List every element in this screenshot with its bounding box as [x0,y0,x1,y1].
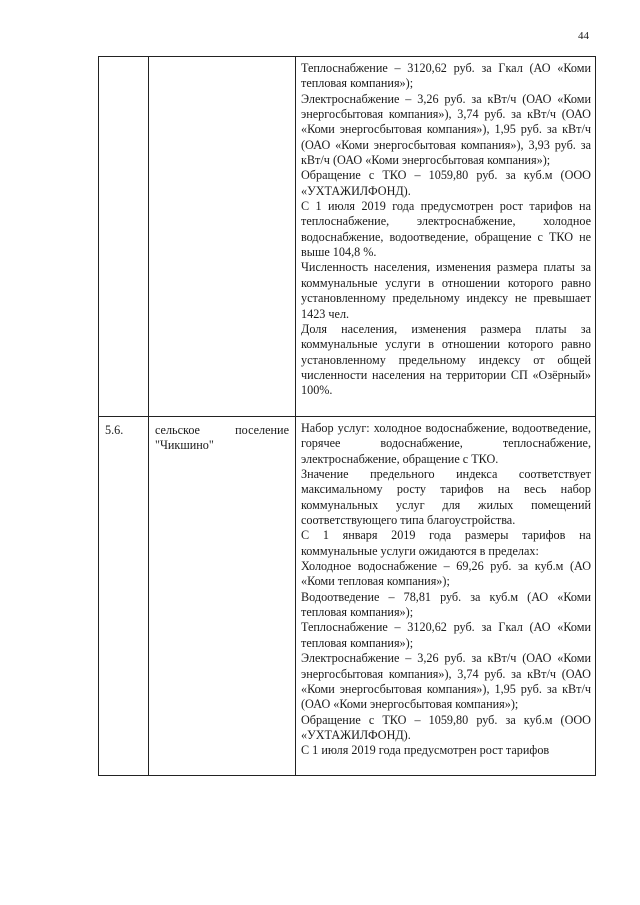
paragraph: Численность населения, изменения размера платы за коммунальные услуги в отношении которого равно установленному предельному индексу не превышает 1423 чел. [301,260,591,321]
paragraph: Доля населения, изменения размера платы за коммунальные услуги в отношении которого равно установленному предельному индексу от общей численности населения на территории СП «Озёрный» 100%. [301,321,591,398]
paragraph: Водоотведение – 78,81 руб. за куб.м (АО «Коми тепловая компания»); [301,589,591,620]
paragraph: Электроснабжение – 3,26 руб. за кВт/ч (ОАО «Коми энергосбытовая компания»), 3,74 руб. за кВт/ч (ОАО «Коми энергосбытовая компания»), 1,95 руб. за кВт/ч (ОАО «Коми энергосбытовая компания»); [301,651,591,712]
settlement-name-cell [155,423,289,454]
paragraph: С 1 июля 2019 года предусмотрен рост тарифов на теплоснабжение, электроснабжение, холодное водоснабжение, водоотведение, обращение с ТКО не выше 104,8 %. [301,199,591,260]
paragraph: Значение предельного индекса соответствует максимальному росту тарифов на весь набор коммунальных услуг для жилых помещений соответствующего типа благоустройства. [301,467,591,528]
paragraph: Теплоснабжение – 3120,62 руб. за Гкал (АО «Коми тепловая компания»); [301,620,591,650]
page-number: 44 [578,30,589,42]
continuation-cell-text [301,61,591,399]
paragraph: С 1 июля 2019 года предусмотрен рост тарифов [301,743,550,758]
row-divider [99,416,595,417]
paragraph: Холодное водоснабжение – 69,26 руб. за куб.м (АО «Коми тепловая компания»); [301,559,591,589]
paragraph: Набор услуг: холодное водоснабжение, водоотведение, горячее водоснабжение, теплоснабжение, электроснабжение, обращение с ТКО. [301,421,591,466]
services-cell-text [301,421,591,759]
settlement-type-word: поселение [235,423,289,437]
paragraph: Обращение с ТКО – 1059,80 руб. за куб.м (ООО «УХТАЖИЛФОНД). [301,712,591,742]
paragraph: Обращение с ТКО – 1059,80 руб. за куб.м (ООО «УХТАЖИЛФОНД). [301,168,591,198]
paragraph: С 1 января 2019 года размеры тарифов на коммунальные услуги ожидаются в пределах: [301,528,591,558]
paragraph: Теплоснабжение – 3120,62 руб. за Гкал (АО «Коми тепловая компания»); [301,61,591,91]
settlement-name: "Чикшино" [155,438,214,453]
paragraph: Электроснабжение – 3,26 руб. за кВт/ч (ОАО «Коми энергосбытовая компания»), 3,74 руб. за кВт/ч (ОАО «Коми энергосбытовая компания»), 1,95 руб. за кВт/ч (ОАО «Коми энергосбытовая компания»), 3,93 руб. за кВт/ч (ОАО «Коми энергосбытовая компания»); [301,91,591,168]
row-number: 5.6. [105,423,124,437]
tariff-table [98,56,596,776]
settlement-type-word: сельское [155,423,200,437]
